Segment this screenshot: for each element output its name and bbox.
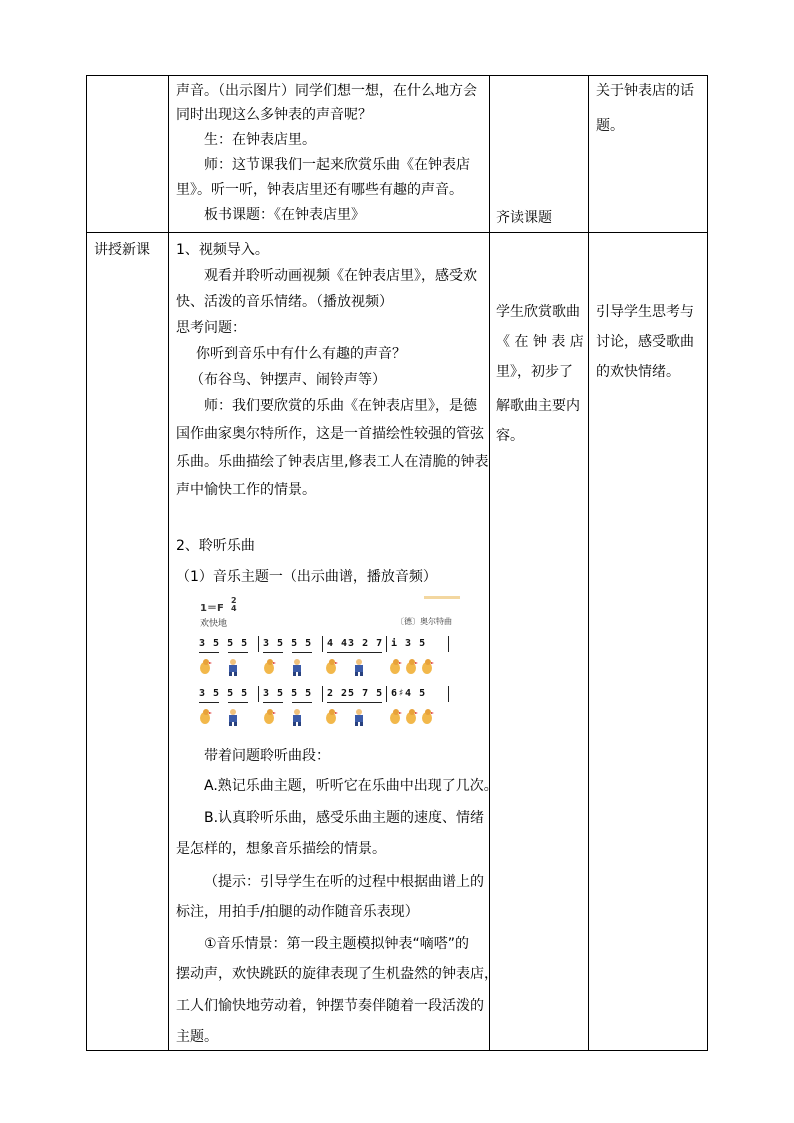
beam	[263, 702, 283, 703]
table-border	[707, 75, 708, 1051]
lesson-text-line: 快、活泼的音乐情绪。（播放视频）	[176, 294, 393, 310]
bar-line	[322, 686, 323, 702]
row1-student-activity: 齐读课题	[496, 210, 552, 226]
student-activity-line: 容。	[496, 428, 524, 444]
lesson-text-line: 师：我们要欣赏的乐曲《在钟表店里》，是德	[204, 398, 477, 414]
table-border	[86, 75, 87, 1051]
beam	[199, 652, 219, 653]
bar-line	[258, 686, 259, 702]
score-key: 1＝F	[200, 603, 224, 614]
student-activity-line: 《 在 钟 表 店	[496, 334, 584, 350]
lesson-text-line: 主题。	[176, 1029, 218, 1045]
table-border	[168, 75, 169, 1051]
design-intent-line: 引导学生思考与	[596, 304, 694, 320]
bird-icon	[420, 708, 434, 726]
lesson-text-line: 摆动声，欢快跳跃的旋律表现了生机盎然的钟表店，	[176, 966, 498, 982]
score-decoration	[424, 596, 460, 599]
lesson-text-line: 国作曲家奥尔特所作，这是一首描绘性较强的管弦	[176, 426, 484, 442]
score-meter-bottom: 4	[231, 604, 237, 613]
bird-icon	[198, 708, 212, 726]
beam	[228, 702, 248, 703]
table-border	[86, 1050, 708, 1051]
score-measure: 3 5 5 5	[199, 688, 249, 699]
bird-icon	[388, 708, 402, 726]
table-border	[588, 75, 589, 1051]
bird-icon	[404, 708, 418, 726]
bird-icon	[420, 658, 434, 676]
student-activity-line: 解歌曲主要内	[496, 398, 580, 414]
lesson-text-line: 你听到音乐中有什么有趣的声音？	[196, 346, 406, 362]
score-measure: 3 5 5 5	[263, 688, 313, 699]
clock-worker-icon	[290, 708, 304, 726]
beam	[292, 652, 312, 653]
bird-icon	[262, 658, 276, 676]
design-intent-line: 的欢快情绪。	[596, 364, 680, 380]
lesson-text-line: 声中愉快工作的情景。	[176, 482, 316, 498]
lesson-text-line: A.熟记乐曲主题，听听它在乐曲中出现了几次。	[204, 778, 498, 794]
lesson-text-line: （提示：引导学生在听的过程中根据曲谱上的	[204, 874, 484, 890]
lesson-text-line: 工人们愉快地劳动着，钟摆节奏伴随着一段活泼的	[176, 998, 484, 1014]
bar-line	[258, 636, 259, 652]
beam	[327, 652, 382, 653]
table-border	[86, 232, 708, 233]
student-activity-line: 里》，初步了	[496, 364, 573, 380]
table-border	[489, 75, 490, 1051]
score-composer: 〔德〕奥尔特曲	[396, 617, 452, 626]
clock-worker-icon	[290, 658, 304, 676]
beam	[327, 702, 382, 703]
score-measure: 6♯4 5	[391, 688, 427, 699]
clock-worker-icon	[226, 658, 240, 676]
lesson-text-line: （1）音乐主题一（出示曲谱，播放音频）	[176, 569, 437, 585]
row1-design-intent: 关于钟表店的话	[596, 83, 694, 99]
bird-icon	[404, 658, 418, 676]
row1-text-line: 板书课题：《在钟表店里》	[204, 207, 365, 223]
row1-text-line: 声音。（出示图片）同学们想一想，在什么地方会	[176, 83, 477, 99]
lesson-text-line: ①音乐情景：第一段主题模拟钟表“嘀嗒”的	[204, 936, 470, 952]
bird-icon	[262, 708, 276, 726]
row1-text-line: 生：在钟表店里。	[204, 132, 316, 148]
bird-icon	[324, 658, 338, 676]
bird-icon	[388, 658, 402, 676]
beam	[292, 702, 312, 703]
score-measure: i 3 5	[391, 638, 427, 649]
bar-line	[386, 686, 387, 702]
student-activity-line: 学生欣赏歌曲	[496, 304, 580, 320]
row1-text-line: 同时出现这么多钟表的声音呢？	[176, 107, 372, 123]
score-measure: 3 5 5 5	[199, 638, 249, 649]
lesson-text-line: 1、视频导入。	[176, 242, 269, 258]
music-score	[196, 596, 456, 726]
lesson-text-line: 标注，用拍手/拍腿的动作随音乐表现）	[176, 904, 419, 920]
row1-design-intent: 题。	[596, 118, 624, 134]
bar-line	[448, 686, 449, 702]
bird-icon	[198, 658, 212, 676]
lesson-text-line: 是怎样的，想象音乐描绘的情景。	[176, 841, 386, 857]
clock-worker-icon	[352, 708, 366, 726]
bar-line	[322, 636, 323, 652]
section-label: 讲授新课	[94, 242, 150, 258]
lesson-text-line: 观看并聆听动画视频《在钟表店里》，感受欢	[204, 268, 477, 284]
lesson-text-line: B.认真聆听乐曲，感受乐曲主题的速度、情绪	[204, 810, 485, 826]
clock-worker-icon	[226, 708, 240, 726]
lesson-text-line: 带着问题聆听曲段：	[204, 748, 330, 764]
lesson-text-line: 2、聆听乐曲	[176, 538, 255, 554]
bar-line	[448, 636, 449, 652]
lesson-text-line: 乐曲。乐曲描绘了钟表店里,修表工人在清脆的钟表	[176, 454, 489, 470]
lesson-text-line: （布谷鸟、钟摆声、闹铃声等）	[190, 372, 386, 388]
clock-worker-icon	[352, 658, 366, 676]
bar-line	[386, 636, 387, 652]
lesson-text-line: 思考问题：	[176, 320, 246, 336]
row1-text-line: 里》。听一听，钟表店里还有哪些有趣的声音。	[176, 182, 463, 198]
beam	[228, 652, 248, 653]
score-measure: 2 25 7 5	[327, 688, 384, 699]
score-measure: 4 43 2 7	[327, 638, 384, 649]
row1-text-line: 师：这节课我们一起来欣赏乐曲《在钟表店	[204, 157, 470, 173]
score-tempo: 欢快地	[200, 619, 228, 629]
bird-icon	[324, 708, 338, 726]
table-border	[86, 75, 708, 76]
beam	[199, 702, 219, 703]
score-meter-top: 2	[231, 596, 237, 605]
beam	[263, 652, 283, 653]
score-measure: 3 5 5 5	[263, 638, 313, 649]
design-intent-line: 讨论，感受歌曲	[596, 334, 694, 350]
